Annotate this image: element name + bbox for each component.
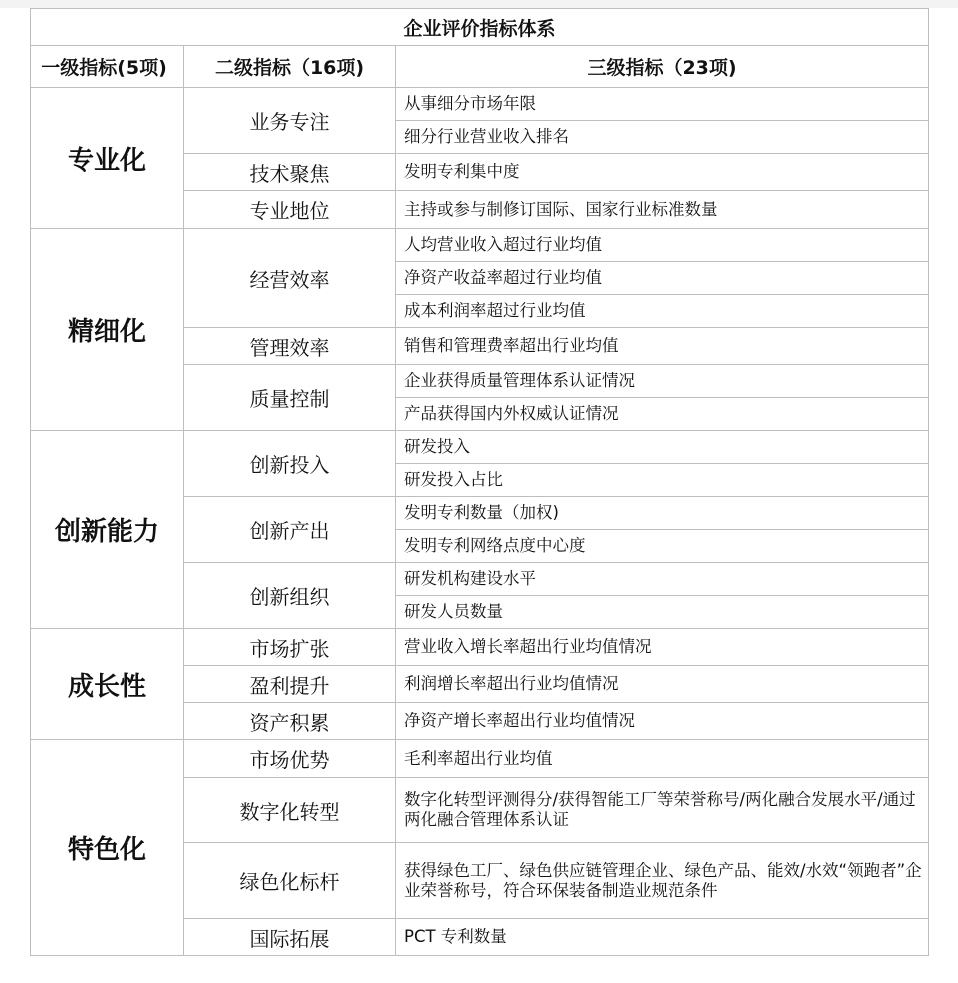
level3-cell: 营业收入增长率超出行业均值情况 <box>396 629 929 666</box>
level2-cell: 经营效率 <box>184 229 396 328</box>
level2-cell: 国际拓展 <box>184 919 396 956</box>
table-row <box>31 740 929 778</box>
table-title: 企业评价指标体系 <box>31 9 929 46</box>
level3-cell: 从事细分市场年限 <box>396 88 929 121</box>
level3-cell: 利润增长率超出行业均值情况 <box>396 666 929 703</box>
level2-cell: 技术聚焦 <box>184 154 396 191</box>
header-level1: 一级指标(5项) <box>31 46 184 88</box>
level3-cell: 细分行业营业收入排名 <box>396 121 929 154</box>
level2-cell: 创新产出 <box>184 497 396 563</box>
header-level3: 三级指标（23项) <box>396 46 929 88</box>
level3-cell: 发明专利数量（加权) <box>396 497 929 530</box>
level2-cell: 资产积累 <box>184 703 396 740</box>
level2-cell: 创新投入 <box>184 431 396 497</box>
header-level2: 二级指标（16项) <box>184 46 396 88</box>
level1-cell: 精细化 <box>31 229 184 431</box>
level2-cell: 盈利提升 <box>184 666 396 703</box>
level2-cell: 市场优势 <box>184 740 396 778</box>
level1-cell: 成长性 <box>31 629 184 740</box>
level3-cell: 销售和管理费率超出行业均值 <box>396 328 929 365</box>
level3-cell: 净资产增长率超出行业均值情况 <box>396 703 929 740</box>
level3-cell: 发明专利网络点度中心度 <box>396 530 929 563</box>
level1-cell: 创新能力 <box>31 431 184 629</box>
level2-cell: 数字化转型 <box>184 778 396 843</box>
level3-cell: PCT 专利数量 <box>396 919 929 956</box>
table-row <box>31 229 929 262</box>
level2-cell: 质量控制 <box>184 365 396 431</box>
level2-cell: 市场扩张 <box>184 629 396 666</box>
level3-cell: 毛利率超出行业均值 <box>396 740 929 778</box>
table-row <box>31 431 929 464</box>
level3-cell: 研发投入占比 <box>396 464 929 497</box>
level3-cell: 企业获得质量管理体系认证情况 <box>396 365 929 398</box>
level3-cell: 发明专利集中度 <box>396 154 929 191</box>
level2-cell: 管理效率 <box>184 328 396 365</box>
level3-cell: 净资产收益率超过行业均值 <box>396 262 929 295</box>
top-strip <box>0 0 958 8</box>
level2-cell: 业务专注 <box>184 88 396 154</box>
indicator-table <box>30 8 929 956</box>
level3-cell: 人均营业收入超过行业均值 <box>396 229 929 262</box>
level3-cell: 获得绿色工厂、绿色供应链管理企业、绿色产品、能效/水效“领跑者”企业荣誉称号，符合环保装备制造业规范条件 <box>396 843 929 919</box>
title-row <box>31 9 929 46</box>
level3-cell: 研发投入 <box>396 431 929 464</box>
header-row <box>31 46 929 88</box>
level3-cell: 数字化转型评测得分/获得智能工厂等荣誉称号/两化融合发展水平/通过两化融合管理体系认证 <box>396 778 929 843</box>
table-row <box>31 88 929 121</box>
level3-cell: 研发机构建设水平 <box>396 563 929 596</box>
level1-cell: 特色化 <box>31 740 184 956</box>
level2-cell: 专业地位 <box>184 191 396 229</box>
table-row <box>31 629 929 666</box>
level2-cell: 创新组织 <box>184 563 396 629</box>
level3-cell: 产品获得国内外权威认证情况 <box>396 398 929 431</box>
level3-cell: 主持或参与制修订国际、国家行业标准数量 <box>396 191 929 229</box>
level1-cell: 专业化 <box>31 88 184 229</box>
level2-cell: 绿色化标杆 <box>184 843 396 919</box>
level3-cell: 研发人员数量 <box>396 596 929 629</box>
level3-cell: 成本利润率超过行业均值 <box>396 295 929 328</box>
